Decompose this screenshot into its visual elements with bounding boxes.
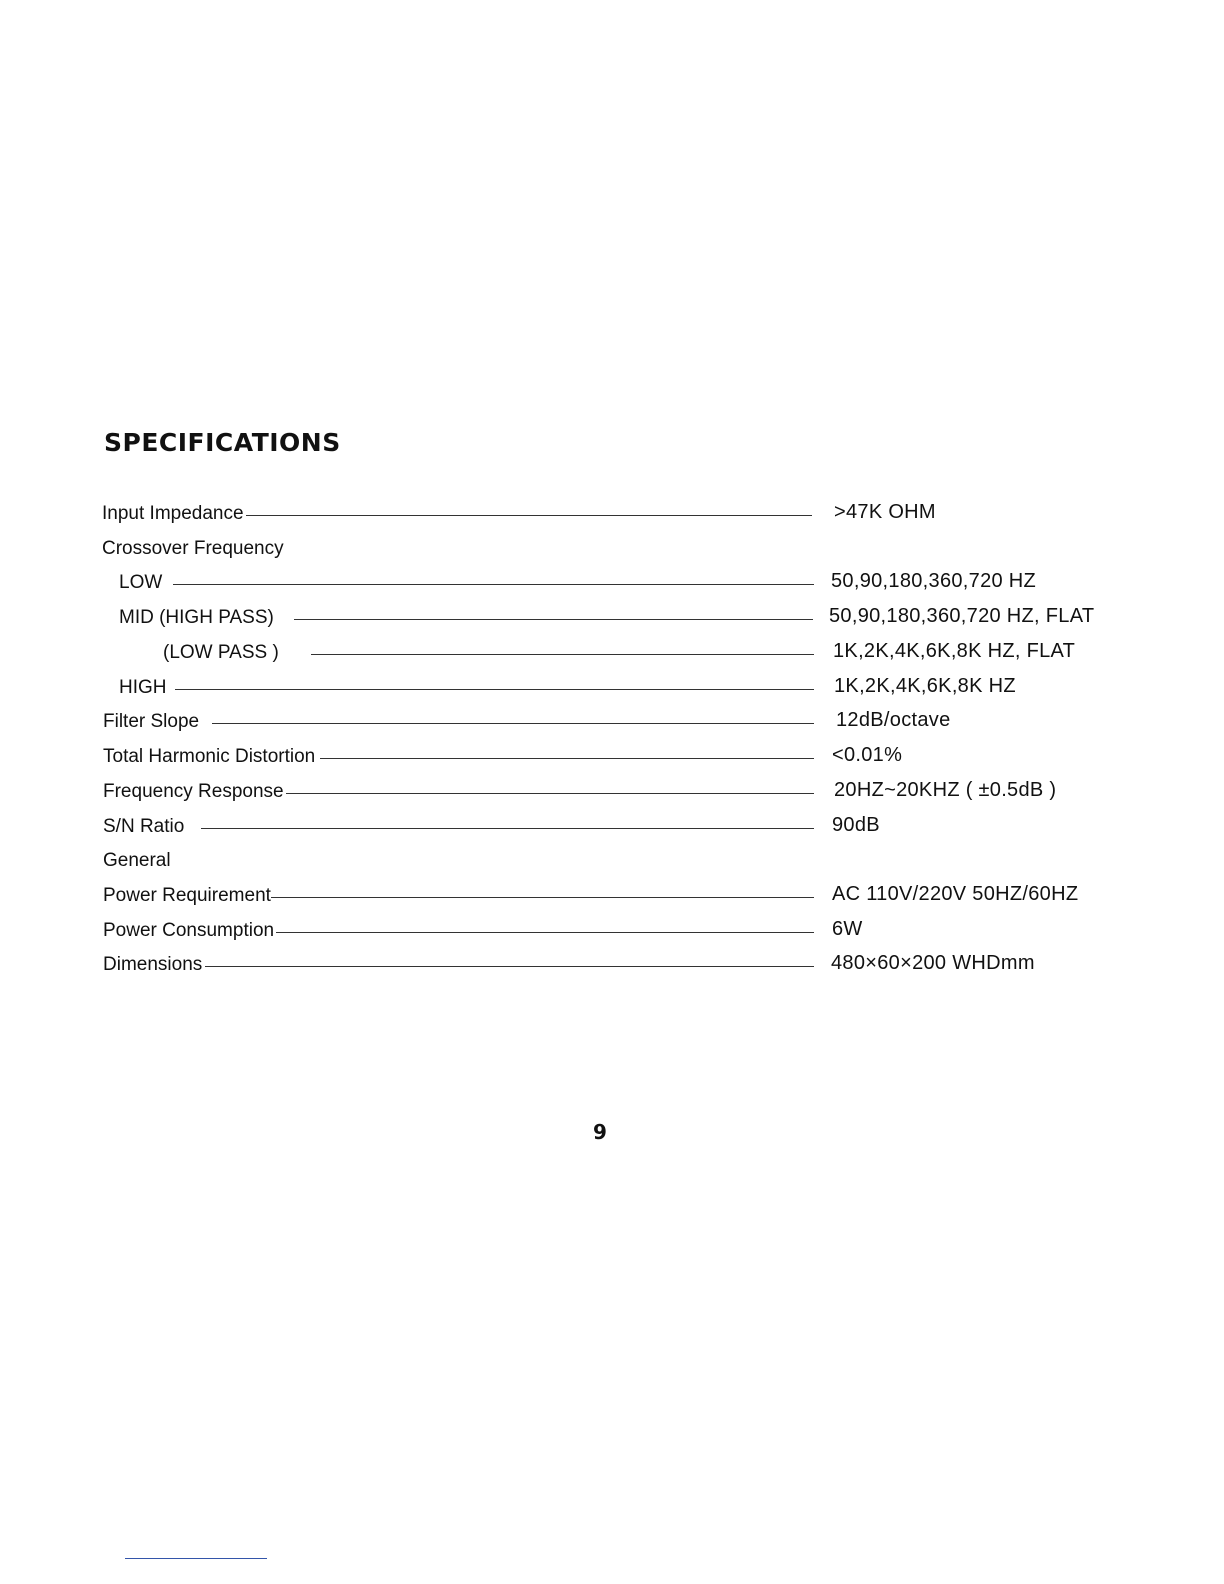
- leader-line: [311, 654, 814, 655]
- spec-row-low: [0, 568, 1224, 598]
- footer-rule: [125, 1558, 267, 1559]
- leader-line: [175, 689, 814, 690]
- spec-row-power-requirement: [0, 881, 1224, 911]
- spec-label: General: [103, 850, 171, 871]
- spec-value: >47K OHM: [834, 501, 936, 523]
- spec-label: Input Impedance: [102, 503, 244, 524]
- spec-value: 20HZ~20KHZ ( ±0.5dB ): [834, 779, 1057, 801]
- spec-row-crossover-frequency: [0, 534, 1224, 564]
- spec-value: 12dB/octave: [836, 709, 951, 731]
- spec-value: <0.01%: [832, 744, 903, 766]
- spec-row-frequency-response: [0, 777, 1224, 807]
- spec-value: 6W: [832, 918, 863, 940]
- page-title: SPECIFICATIONS: [104, 428, 341, 457]
- leader-line: [271, 897, 814, 898]
- spec-row-mid-high-pass: [0, 603, 1224, 633]
- spec-row-high: [0, 673, 1224, 703]
- leader-line: [246, 515, 812, 516]
- spec-label: S/N Ratio: [103, 816, 185, 837]
- spec-row-filter-slope: [0, 707, 1224, 737]
- spec-value: 50,90,180,360,720 HZ, FLAT: [829, 605, 1095, 627]
- page-number: 9: [593, 1120, 607, 1144]
- spec-row-sn-ratio: [0, 812, 1224, 842]
- spec-value: 1K,2K,4K,6K,8K HZ, FLAT: [833, 640, 1076, 662]
- spec-value: 50,90,180,360,720 HZ: [831, 570, 1037, 592]
- leader-line: [205, 966, 814, 967]
- spec-value: 90dB: [832, 814, 880, 836]
- spec-label: MID (HIGH PASS): [119, 607, 274, 628]
- leader-line: [286, 793, 814, 794]
- spec-value: AC 110V/220V 50HZ/60HZ: [832, 883, 1079, 905]
- leader-line: [320, 758, 814, 759]
- spec-label: Power Consumption: [103, 920, 275, 941]
- spec-label: Crossover Frequency: [102, 538, 284, 559]
- spec-row-power-consumption: [0, 916, 1224, 946]
- spec-row-mid-low-pass: [0, 638, 1224, 668]
- leader-line: [173, 584, 814, 585]
- spec-label: HIGH: [119, 677, 167, 698]
- spec-row-thd: [0, 742, 1224, 772]
- spec-label: (LOW PASS ): [163, 642, 279, 663]
- spec-label: Dimensions: [103, 954, 203, 975]
- spec-label: Total Harmonic Distortion: [103, 746, 316, 767]
- spec-row-input-impedance: [0, 499, 1224, 529]
- leader-line: [212, 723, 814, 724]
- spec-label: Power Requirement: [103, 885, 271, 906]
- spec-value: 1K,2K,4K,6K,8K HZ: [834, 675, 1016, 697]
- spec-row-general: [0, 846, 1224, 876]
- leader-line: [201, 828, 814, 829]
- spec-row-dimensions: [0, 950, 1224, 980]
- leader-line: [276, 932, 814, 933]
- spec-label: LOW: [119, 572, 163, 593]
- leader-line: [294, 619, 813, 620]
- spec-label: Filter Slope: [103, 711, 200, 732]
- spec-label: Frequency Response: [103, 781, 284, 802]
- spec-value: 480×60×200 WHDmm: [831, 952, 1035, 974]
